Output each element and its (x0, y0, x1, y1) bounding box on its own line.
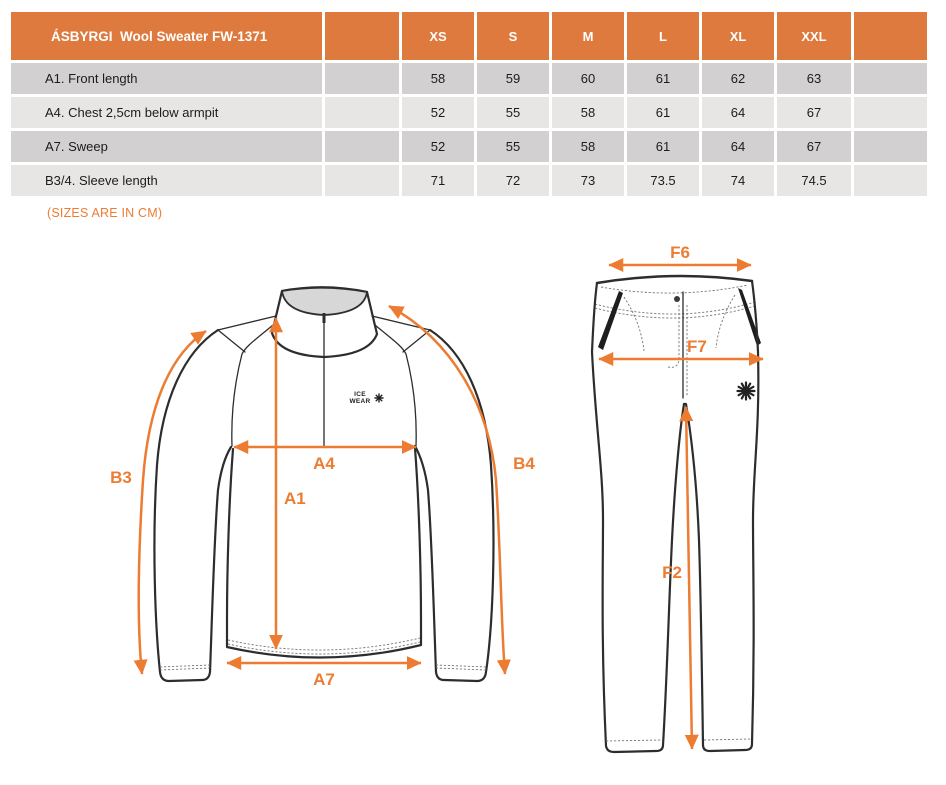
row-label: A1. Front length (11, 63, 322, 94)
size-value-cell: 74 (702, 165, 774, 196)
size-value-cell: 64 (702, 131, 774, 162)
spacer-cell (854, 165, 927, 196)
size-value-cell: 60 (552, 63, 624, 94)
size-value-cell: 59 (477, 63, 549, 94)
row-label: B3/4. Sleeve length (11, 165, 322, 196)
waist-top-edge (597, 276, 752, 283)
measure-label-a1: A1 (284, 489, 306, 508)
header-spacer-cell (325, 12, 399, 60)
table-row (11, 131, 927, 162)
garment-measure-diagram (0, 225, 946, 785)
cuff-stitch (160, 665, 210, 667)
left-raglan-seam (232, 325, 273, 446)
spacer-cell (854, 97, 927, 128)
size-value-cell: 52 (402, 131, 474, 162)
right-raglan-seam (375, 325, 416, 446)
size-value-cell: 62 (702, 63, 774, 94)
size-value-cell: 72 (477, 165, 549, 196)
waist-button (674, 296, 680, 302)
header-spacer-cell-end (854, 12, 927, 60)
logo-gear-icon (375, 394, 383, 402)
spacer-cell (325, 131, 399, 162)
measure-arrow-f2 (686, 407, 692, 749)
pants-diagram (592, 243, 763, 752)
size-value-cell: 61 (627, 131, 699, 162)
cuff-stitch (436, 665, 486, 667)
size-value-cell: 58 (552, 131, 624, 162)
size-value-cell: 61 (627, 97, 699, 128)
cuff-stitch (436, 668, 486, 670)
pocket-bag-stitch-left (624, 297, 644, 351)
sweater-right-sleeve (415, 330, 493, 681)
pocket-bag-stitch-right (716, 295, 735, 348)
snowflake-icon (738, 383, 755, 400)
size-value-cell: 63 (777, 63, 851, 94)
size-value-cell: 55 (477, 131, 549, 162)
column-header-m: M (552, 12, 624, 60)
column-header-xxl: XXL (777, 12, 851, 60)
size-value-cell: 67 (777, 131, 851, 162)
size-value-cell: 61 (627, 63, 699, 94)
table-row (11, 97, 927, 128)
size-value-cell: 58 (402, 63, 474, 94)
measure-label-f6: F6 (670, 243, 690, 262)
logo-text-line2: WEAR (349, 398, 371, 405)
size-table (8, 9, 930, 199)
table-header-row (11, 12, 927, 60)
measure-arrow-b4 (389, 306, 505, 674)
measure-arrow-b3 (139, 331, 206, 674)
table-title: ÁSBYRGI Wool Sweater FW-1371 (11, 12, 322, 60)
measure-label-a4: A4 (313, 454, 335, 473)
cuff-stitch (160, 668, 210, 670)
icewear-logo (349, 391, 383, 405)
table-row (11, 63, 927, 94)
spacer-cell (325, 63, 399, 94)
measure-label-a7: A7 (313, 670, 335, 689)
size-value-cell: 67 (777, 97, 851, 128)
row-label: A7. Sweep (11, 131, 322, 162)
column-header-xs: XS (402, 12, 474, 60)
leg-hem-stitch (704, 739, 751, 740)
spacer-cell (325, 97, 399, 128)
sweater-diagram (110, 287, 535, 689)
measure-label-b3: B3 (110, 468, 132, 487)
leg-hem-stitch (606, 740, 662, 741)
waist-inner-stitch (601, 285, 748, 293)
measure-label-f7: F7 (687, 337, 707, 356)
size-value-cell: 74.5 (777, 165, 851, 196)
logo-text-line1: ICE (354, 391, 366, 398)
row-label: A4. Chest 2,5cm below armpit (11, 97, 322, 128)
pants-left-leg (592, 283, 684, 752)
units-note: (SIZES ARE IN CM) (47, 206, 163, 220)
size-value-cell: 71 (402, 165, 474, 196)
spacer-cell (854, 63, 927, 94)
table-row (11, 165, 927, 196)
pocket-left (598, 291, 623, 350)
measure-label-f2: F2 (662, 563, 682, 582)
column-header-l: L (627, 12, 699, 60)
column-header-s: S (477, 12, 549, 60)
size-value-cell: 58 (552, 97, 624, 128)
spacer-cell (325, 165, 399, 196)
size-value-cell: 73 (552, 165, 624, 196)
size-value-cell: 64 (702, 97, 774, 128)
column-header-xl: XL (702, 12, 774, 60)
size-value-cell: 55 (477, 97, 549, 128)
size-value-cell: 52 (402, 97, 474, 128)
size-value-cell: 73.5 (627, 165, 699, 196)
measure-label-b4: B4 (513, 454, 535, 473)
collar-opening (282, 288, 367, 315)
spacer-cell (854, 131, 927, 162)
sweater-body (227, 448, 421, 658)
